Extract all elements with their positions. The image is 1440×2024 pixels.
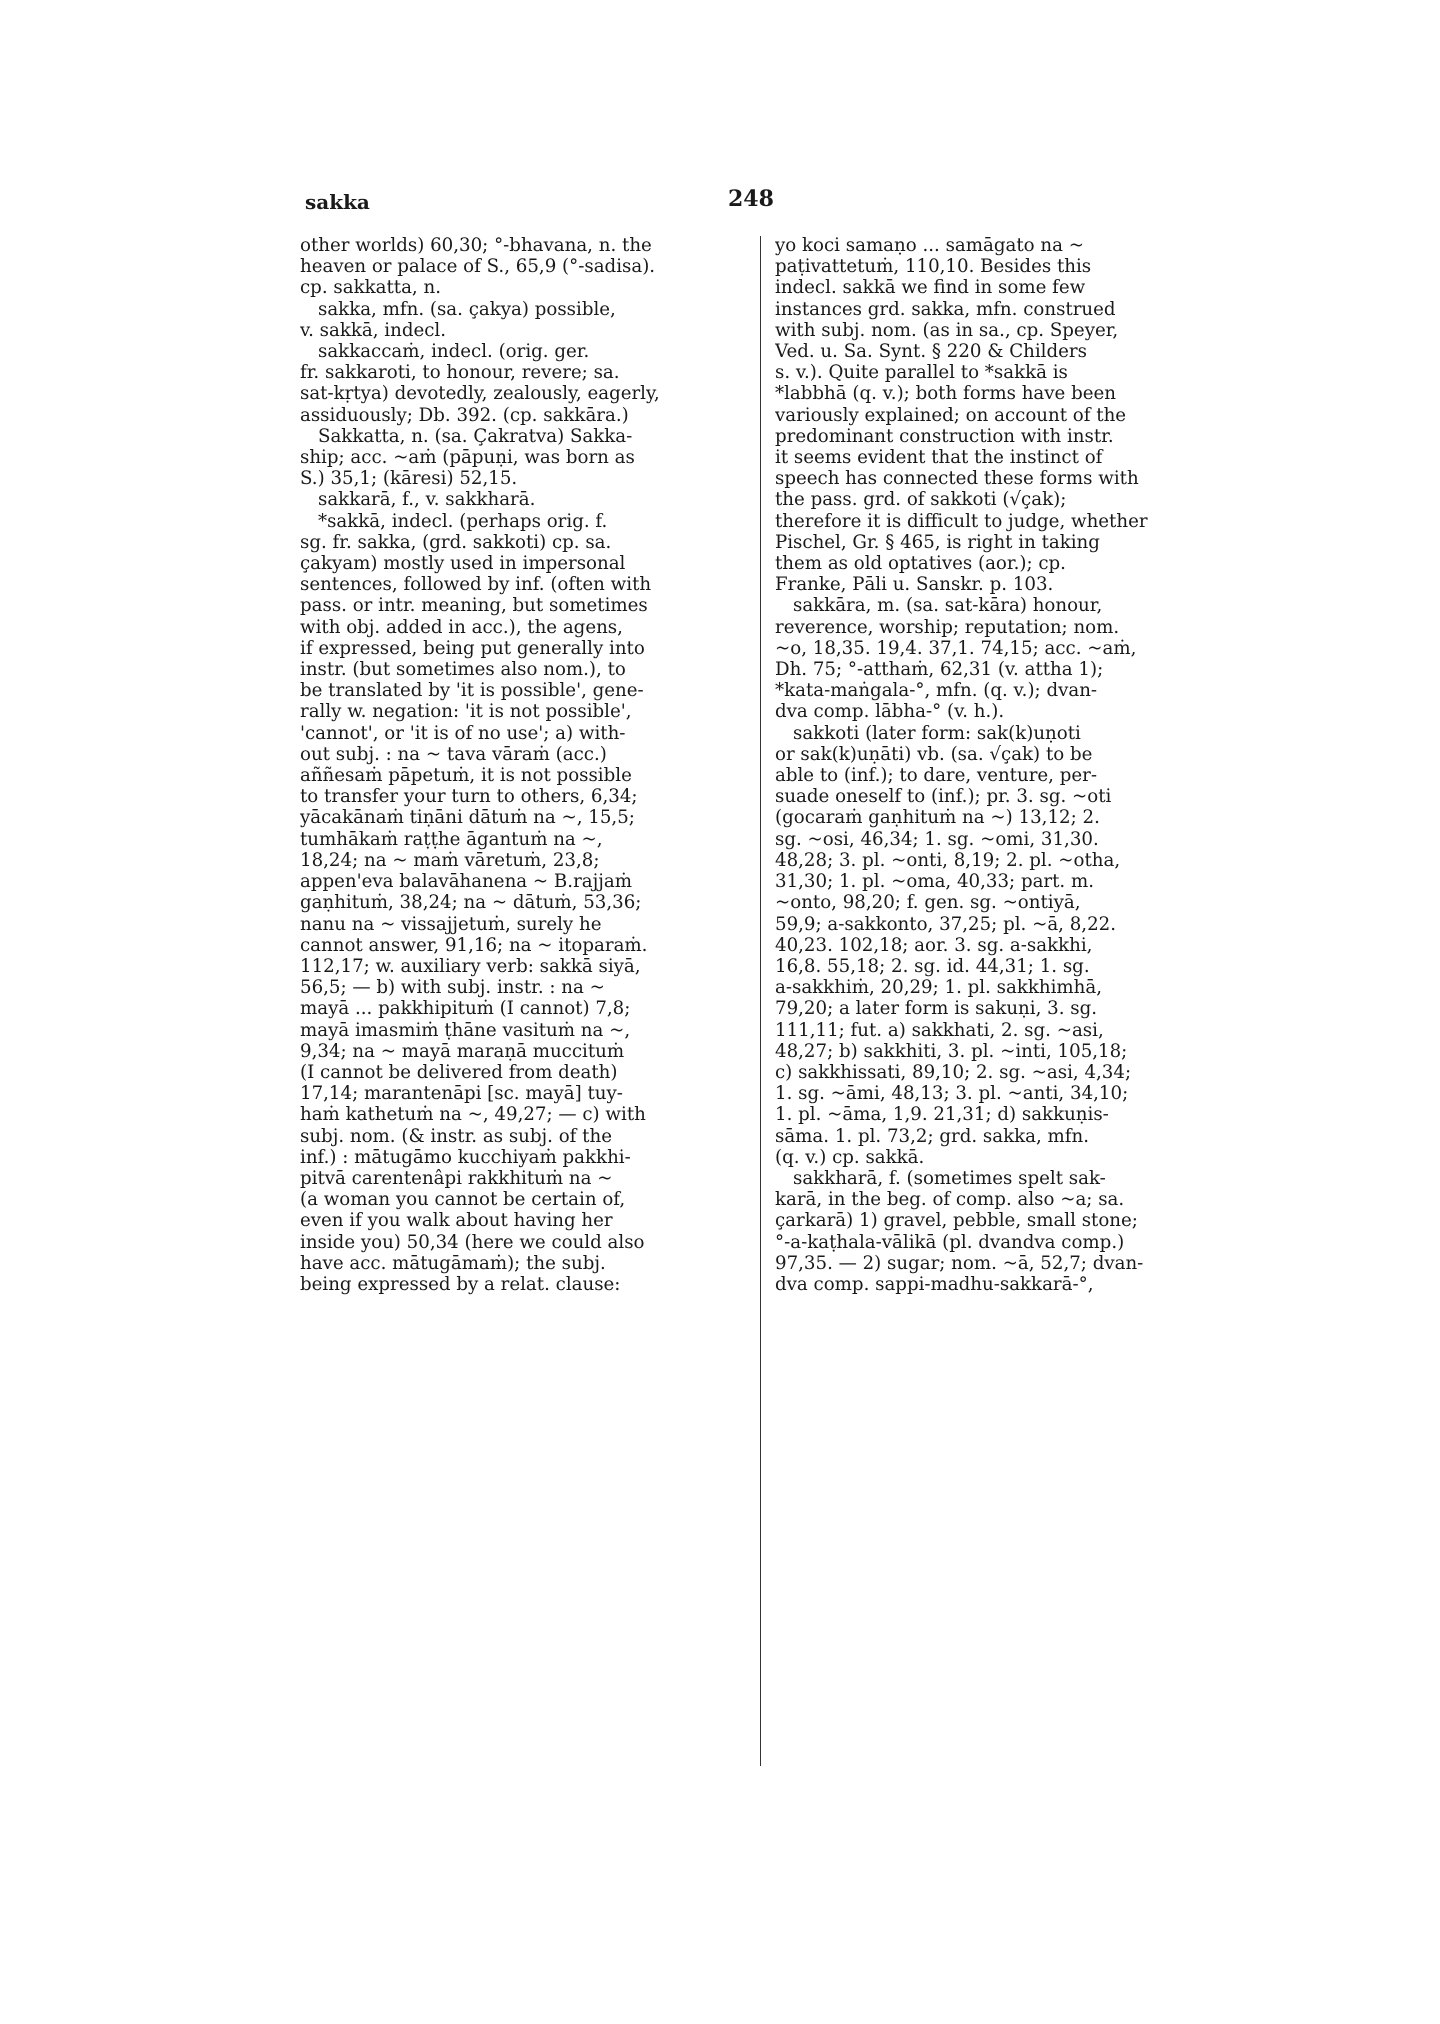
text-line: ~onto, 98,20; f. gen. sg. ~ontiyā, xyxy=(775,892,1081,914)
text-line: *kata-maṅgala-°, mfn. (q. v.); dvan- xyxy=(775,680,1098,702)
text-line: mayā imasmiṁ ṭhāne vasituṁ na ~, xyxy=(300,1019,631,1041)
text-line: inside you) 50,34 (here we could also xyxy=(300,1231,645,1253)
text-line: cannot answer, 91,16; na ~ itoparaṁ. xyxy=(300,934,648,956)
text-line: be translated by 'it is possible', gene- xyxy=(300,680,644,702)
text-line: variously explained; on account of the xyxy=(775,404,1127,426)
text-line: them as old optatives (aor.); cp. xyxy=(775,553,1066,575)
text-line: able to (inf.); to dare, venture, per- xyxy=(775,765,1097,787)
text-line: a-sakkhiṁ, 20,29; 1. pl. sakkhimhā, xyxy=(775,977,1103,999)
text-line: appen'eva balavāhanena ~ B.rajjaṁ xyxy=(300,871,632,893)
text-line: (gocaraṁ gaṇhituṁ na ~) 13,12; 2. xyxy=(775,807,1100,829)
text-line: 'cannot', or 'it is of no use'; a) with- xyxy=(300,722,626,744)
text-line: 97,35. — 2) sugar; nom. ~ā, 52,7; dvan- xyxy=(775,1252,1144,1274)
text-line: 9,34; na ~ mayā maraṇā muccituṁ xyxy=(300,1040,625,1062)
text-line: sakkaccaṁ, indecl. (orig. ger. xyxy=(318,341,590,363)
text-line: Sakkatta, n. (sa. Çakratva) Sakka- xyxy=(318,425,633,447)
text-line: with obj. added in acc.), the agens, xyxy=(300,616,623,638)
text-line: °-a-kaṭhala-vālikā (pl. dvandva comp.) xyxy=(775,1231,1125,1253)
text-line: sakkharā, f. (sometimes spelt sak- xyxy=(793,1167,1106,1189)
text-line: 18,24; na ~ maṁ vāretuṁ, 23,8; xyxy=(300,849,600,871)
text-line: ship; acc. ~aṁ (pāpuṇi, was born as xyxy=(300,447,635,469)
text-line: *labbhā (q. v.); both forms have been xyxy=(775,383,1116,405)
text-line: paṭivattetuṁ, 110,10. Besides this xyxy=(775,256,1092,278)
text-line: 112,17; w. auxiliary verb: sakkā siyā, xyxy=(300,955,641,977)
text-line: sakka, mfn. (sa. çakya) possible, xyxy=(318,298,616,320)
text-line: sentences, followed by inf. (often with xyxy=(300,574,652,596)
text-line: suade oneself to (inf.); pr. 3. sg. ~oti xyxy=(775,786,1112,808)
text-line: inf.) : mātugāmo kucchiyaṁ pakkhi- xyxy=(300,1146,631,1168)
text-line: sakkāra, m. (sa. sat-kāra) honour, xyxy=(793,595,1103,617)
text-line: 59,9; a-sakkonto, 37,25; pl. ~ā, 8,22. xyxy=(775,913,1117,935)
text-line: have acc. mātugāmaṁ); the subj. xyxy=(300,1252,606,1274)
text-line: 40,23. 102,18; aor. 3. sg. a-sakkhi, xyxy=(775,934,1093,956)
text-line: heaven or palace of S., 65,9 (°-sadisa). xyxy=(300,256,656,278)
text-line: other worlds) 60,30; °-bhavana, n. the xyxy=(300,235,652,256)
text-line: 79,20; a later form is sakuṇi, 3. sg. xyxy=(775,998,1098,1020)
text-line: Dh. 75; °-atthaṁ, 62,31 (v. attha 1); xyxy=(775,659,1104,681)
text-line: (I cannot be delivered from death) xyxy=(300,1061,618,1083)
text-line: being expressed by a relat. clause: xyxy=(300,1273,621,1295)
text-line: pass. or intr. meaning, but sometimes xyxy=(300,595,648,617)
text-line: fr. sakkaroti, to honour, revere; sa. xyxy=(300,362,620,384)
text-line: the pass. grd. of sakkoti (√çak); xyxy=(775,489,1067,511)
text-line: Pischel, Gr. § 465, is right in taking xyxy=(775,531,1100,553)
text-line: S.) 35,1; (kāresi) 52,15. xyxy=(300,468,518,490)
text-line: mayā ... pakkhipituṁ (I cannot) 7,8; xyxy=(300,998,631,1020)
text-line: sat-kṛtya) devotedly, zealously, eagerly, xyxy=(300,383,660,405)
text-line: dva comp. lābha-° (v. h.). xyxy=(775,701,1005,723)
text-line: karā, in the beg. of comp. also ~a; sa. xyxy=(775,1189,1125,1211)
text-line: subj. nom. (& instr. as subj. of the xyxy=(300,1125,612,1147)
text-line: dva comp. sappi-madhu-sakkarā-°, xyxy=(775,1273,1094,1295)
text-line: indecl. sakkā we find in some few xyxy=(775,277,1086,299)
text-line: instr. (but sometimes also nom.), to xyxy=(300,659,626,681)
text-line: tumhākaṁ raṭṭhe āgantuṁ na ~, xyxy=(300,828,603,850)
text-line: even if you walk about having her xyxy=(300,1210,613,1232)
text-line: out subj. : na ~ tava vāraṁ (acc.) xyxy=(300,743,607,765)
text-line: with subj. nom. (as in sa., cp. Speyer, xyxy=(775,319,1119,341)
text-line: gaṇhituṁ, 38,24; na ~ dātuṁ, 53,36; xyxy=(300,892,642,914)
text-line: sg. ~osi, 46,34; 1. sg. ~omi, 31,30. xyxy=(775,828,1099,850)
text-line: ~o, 18,35. 19,4. 37,1. 74,15; acc. ~aṁ, xyxy=(775,637,1137,659)
text-line: yācakānaṁ tiṇāni dātuṁ na ~, 15,5; xyxy=(300,807,635,829)
text-line: (a woman you cannot be certain of, xyxy=(300,1189,626,1211)
text-line: sāma. 1. pl. 73,2; grd. sakka, mfn. xyxy=(775,1125,1090,1147)
text-line: (q. v.) cp. sakkā. xyxy=(775,1146,925,1168)
text-line: 1. sg. ~āmi, 48,13; 3. pl. ~anti, 34,10; xyxy=(775,1083,1129,1105)
text-line: 1. pl. ~āma, 1,9. 21,31; d) sakkuṇis- xyxy=(775,1104,1109,1126)
text-line: Franke, Pāli u. Sanskr. p. 103. xyxy=(775,574,1054,596)
text-line: to transfer your turn to others, 6,34; xyxy=(300,786,638,808)
text-line: s. v.). Quite parallel to *sakkā is xyxy=(775,362,1068,384)
text-line: çakyam) mostly used in impersonal xyxy=(300,553,626,575)
text-line: speech has connected these forms with xyxy=(775,468,1139,490)
text-line: *sakkā, indecl. (perhaps orig. f. xyxy=(318,510,608,532)
left-column xyxy=(300,235,748,1295)
text-line: reverence, worship; reputation; nom. xyxy=(775,616,1120,638)
text-line: predominant construction with instr. xyxy=(775,425,1114,447)
text-line: c) sakkhissati, 89,10; 2. sg. ~asi, 4,34; xyxy=(775,1061,1132,1083)
text-line: therefore it is difficult to judge, whether xyxy=(775,510,1148,532)
text-line: 16,8. 55,18; 2. sg. id. 44,31; 1. sg. xyxy=(775,955,1090,977)
text-line: haṁ kathetuṁ na ~, 49,27; — c) with xyxy=(300,1104,646,1126)
text-line: or sak(k)uṇāti) vb. (sa. √çak) to be xyxy=(775,743,1093,765)
text-line: aññesaṁ pāpetuṁ, it is not possible xyxy=(300,765,632,787)
text-line: pitvā carentenâpi rakkhituṁ na ~ xyxy=(300,1167,613,1189)
text-line: rally w. negation: 'it is not possible', xyxy=(300,701,632,723)
text-line: nanu na ~ vissajjetuṁ, surely he xyxy=(300,913,602,935)
text-line: sakkoti (later form: sak(k)uṇoti xyxy=(793,722,1081,744)
text-line: assiduously; Db. 392. (cp. sakkāra.) xyxy=(300,404,629,426)
text-line: yo koci samaṇo ... samāgato na ~ xyxy=(775,235,1084,256)
text-line: sakkarā, f., v. sakkharā. xyxy=(318,489,536,511)
right-column xyxy=(775,235,1223,1295)
text-line: if expressed, being put generally into xyxy=(300,637,645,659)
text-line: Ved. u. Sa. Synt. § 220 & Childers xyxy=(775,341,1087,363)
text-line: 31,30; 1. pl. ~oma, 40,33; part. m. xyxy=(775,871,1095,893)
text-line: 48,27; b) sakkhiti, 3. pl. ~inti, 105,18; xyxy=(775,1040,1128,1062)
text-line: cp. sakkatta, n. xyxy=(300,277,441,299)
page-number: 248 xyxy=(728,186,774,212)
text-line: it seems evident that the instinct of xyxy=(775,447,1103,469)
text-line: çarkarā) 1) gravel, pebble, small stone; xyxy=(775,1210,1138,1232)
text-line: 111,11; fut. a) sakkhati, 2. sg. ~asi, xyxy=(775,1019,1104,1041)
running-head: sakka xyxy=(305,190,370,214)
text-line: 56,5; — b) with subj. instr. : na ~ xyxy=(300,977,605,999)
text-line: instances grd. sakka, mfn. construed xyxy=(775,298,1116,320)
text-line: v. sakkā, indecl. xyxy=(300,319,447,341)
text-line: 48,28; 3. pl. ~onti, 8,19; 2. pl. ~otha, xyxy=(775,849,1121,871)
text-line: 17,14; marantenāpi [sc. mayā] tuy- xyxy=(300,1083,623,1105)
text-line: sg. fr. sakka, (grd. sakkoti) cp. sa. xyxy=(300,531,612,553)
column-divider xyxy=(760,236,761,1766)
